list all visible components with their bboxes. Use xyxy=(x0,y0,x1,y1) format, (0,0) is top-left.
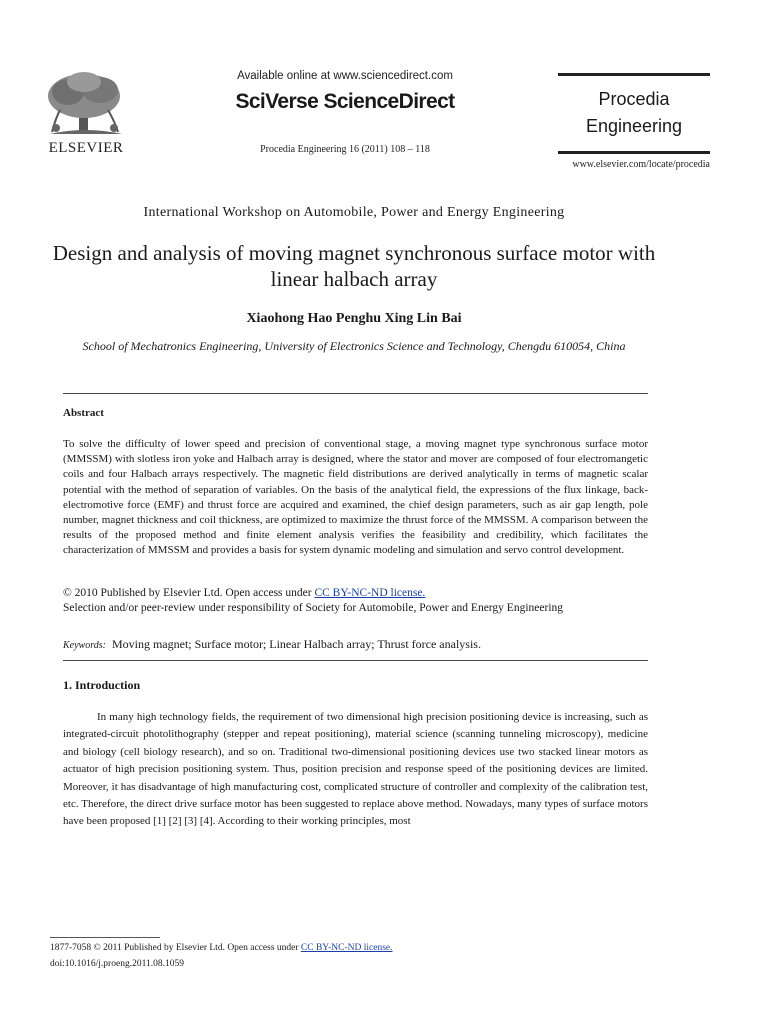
footer-copyright xyxy=(50,943,393,953)
journal-rule-top xyxy=(558,73,710,76)
workshop-name: International Workshop on Automobile, Power and Energy Engineering xyxy=(143,205,565,220)
elsevier-wordmark: ELSEVIER xyxy=(48,140,124,156)
copyright-notice xyxy=(63,586,648,616)
footer-doi[interactable]: doi:10.1016/j.proeng.2011.08.1059 xyxy=(50,959,184,969)
sciverse-sciencedirect-logo: SciVerse ScienceDirect xyxy=(235,90,455,113)
abstract-rule-bottom xyxy=(63,660,648,661)
abstract-rule-top xyxy=(63,393,648,394)
author-affiliation: School of Mechatronics Engineering, University of Electronics Science and Technology, Chengdu 610054, China xyxy=(82,339,626,353)
abstract-body: To solve the difficulty of lower speed and precision of conventional stage, a moving magnet type synchronous surface motor (MMSSM) with slotless iron yoke and Halbach array is designed, where the stator and mover are composed of four electromangetic coils and four Halbach arrays respectively. The magnetic field distributions are derived analytically in terms of magnetic scalar potential with the method of separation of variables. On the basis of the analytical field, the expressions of the flux linkage, back-electromotive force (EMF) and thrust force are acquired and examined, the chief design parameters, such as air gap length, pole number, magnet thickness and coil thickness, are optimized to maximize the thrust force of the MMSSM. A comparison between the results of the proposed method and finite element analysis verifies the feasibility and credibility, which facilitates the characterization of MMSSM and provides a basis for system dynamic modeling and simulation and servo control development. xyxy=(63,438,648,557)
keywords-list: Moving magnet; Surface motor; Linear Halbach array; Thrust force analysis. xyxy=(111,637,481,651)
article-authors: Xiaohong Hao Penghu Xing Lin Bai xyxy=(246,311,462,326)
peer-review-society: Society for Automobile, Power and Energy Engineering xyxy=(305,602,564,614)
copyright-text: © 2010 Published by Elsevier Ltd. Open access under xyxy=(63,587,315,599)
footer-copyright-text: 1877-7058 © 2011 Published by Elsevier Ltd. Open access under xyxy=(50,943,301,953)
journal-name: Procedia Engineering xyxy=(585,89,683,136)
journal-url-link[interactable]: www.elsevier.com/locate/procedia xyxy=(572,159,710,170)
article-title: Design and analysis of moving magnet synchronous surface motor with linear halbach array xyxy=(52,241,656,291)
license-link[interactable]: CC BY-NC-ND license. xyxy=(314,587,426,599)
introduction-body: In many high technology fields, the requirement of two dimensional high precision positioning device is increasing, such as integrated-circuit photolithography (stepper and repeat positioning), material science (scanning tunneling microscopy), medicine and biology (cell biology research), and so on. Traditional two-dimensional positioning devices use two stacked linear motors as actuator of high precision positioning system. Thus, position precision and response speed of the positioning devices are limited. Moreover, it has disadvantage of high manufacturing cost, complicated structure of controller and complexity of the calibration test, etc. Therefore, the direct drive surface motor has been suggested to replace above method. Nowadays, many types of surface motors have been proposed [1] [2] [3] [4]. According to their working principles, most xyxy=(63,711,648,828)
peer-review-prefix: Selection and/or peer-review under responsibility of xyxy=(63,602,306,614)
journal-rule-bottom xyxy=(558,151,710,154)
introduction-heading: 1. Introduction xyxy=(63,678,141,692)
keywords-line xyxy=(63,637,648,652)
footer-license-link[interactable]: CC BY-NC-ND license. xyxy=(300,943,393,953)
available-online-text: Available online at www.sciencedirect.com xyxy=(237,70,453,82)
journal-citation: Procedia Engineering 16 (2011) 108 – 118 xyxy=(260,144,430,155)
keywords-label: Keywords: xyxy=(63,640,106,651)
footer-rule xyxy=(50,937,160,938)
abstract-heading: Abstract xyxy=(63,407,104,419)
tree-icon xyxy=(30,70,140,142)
